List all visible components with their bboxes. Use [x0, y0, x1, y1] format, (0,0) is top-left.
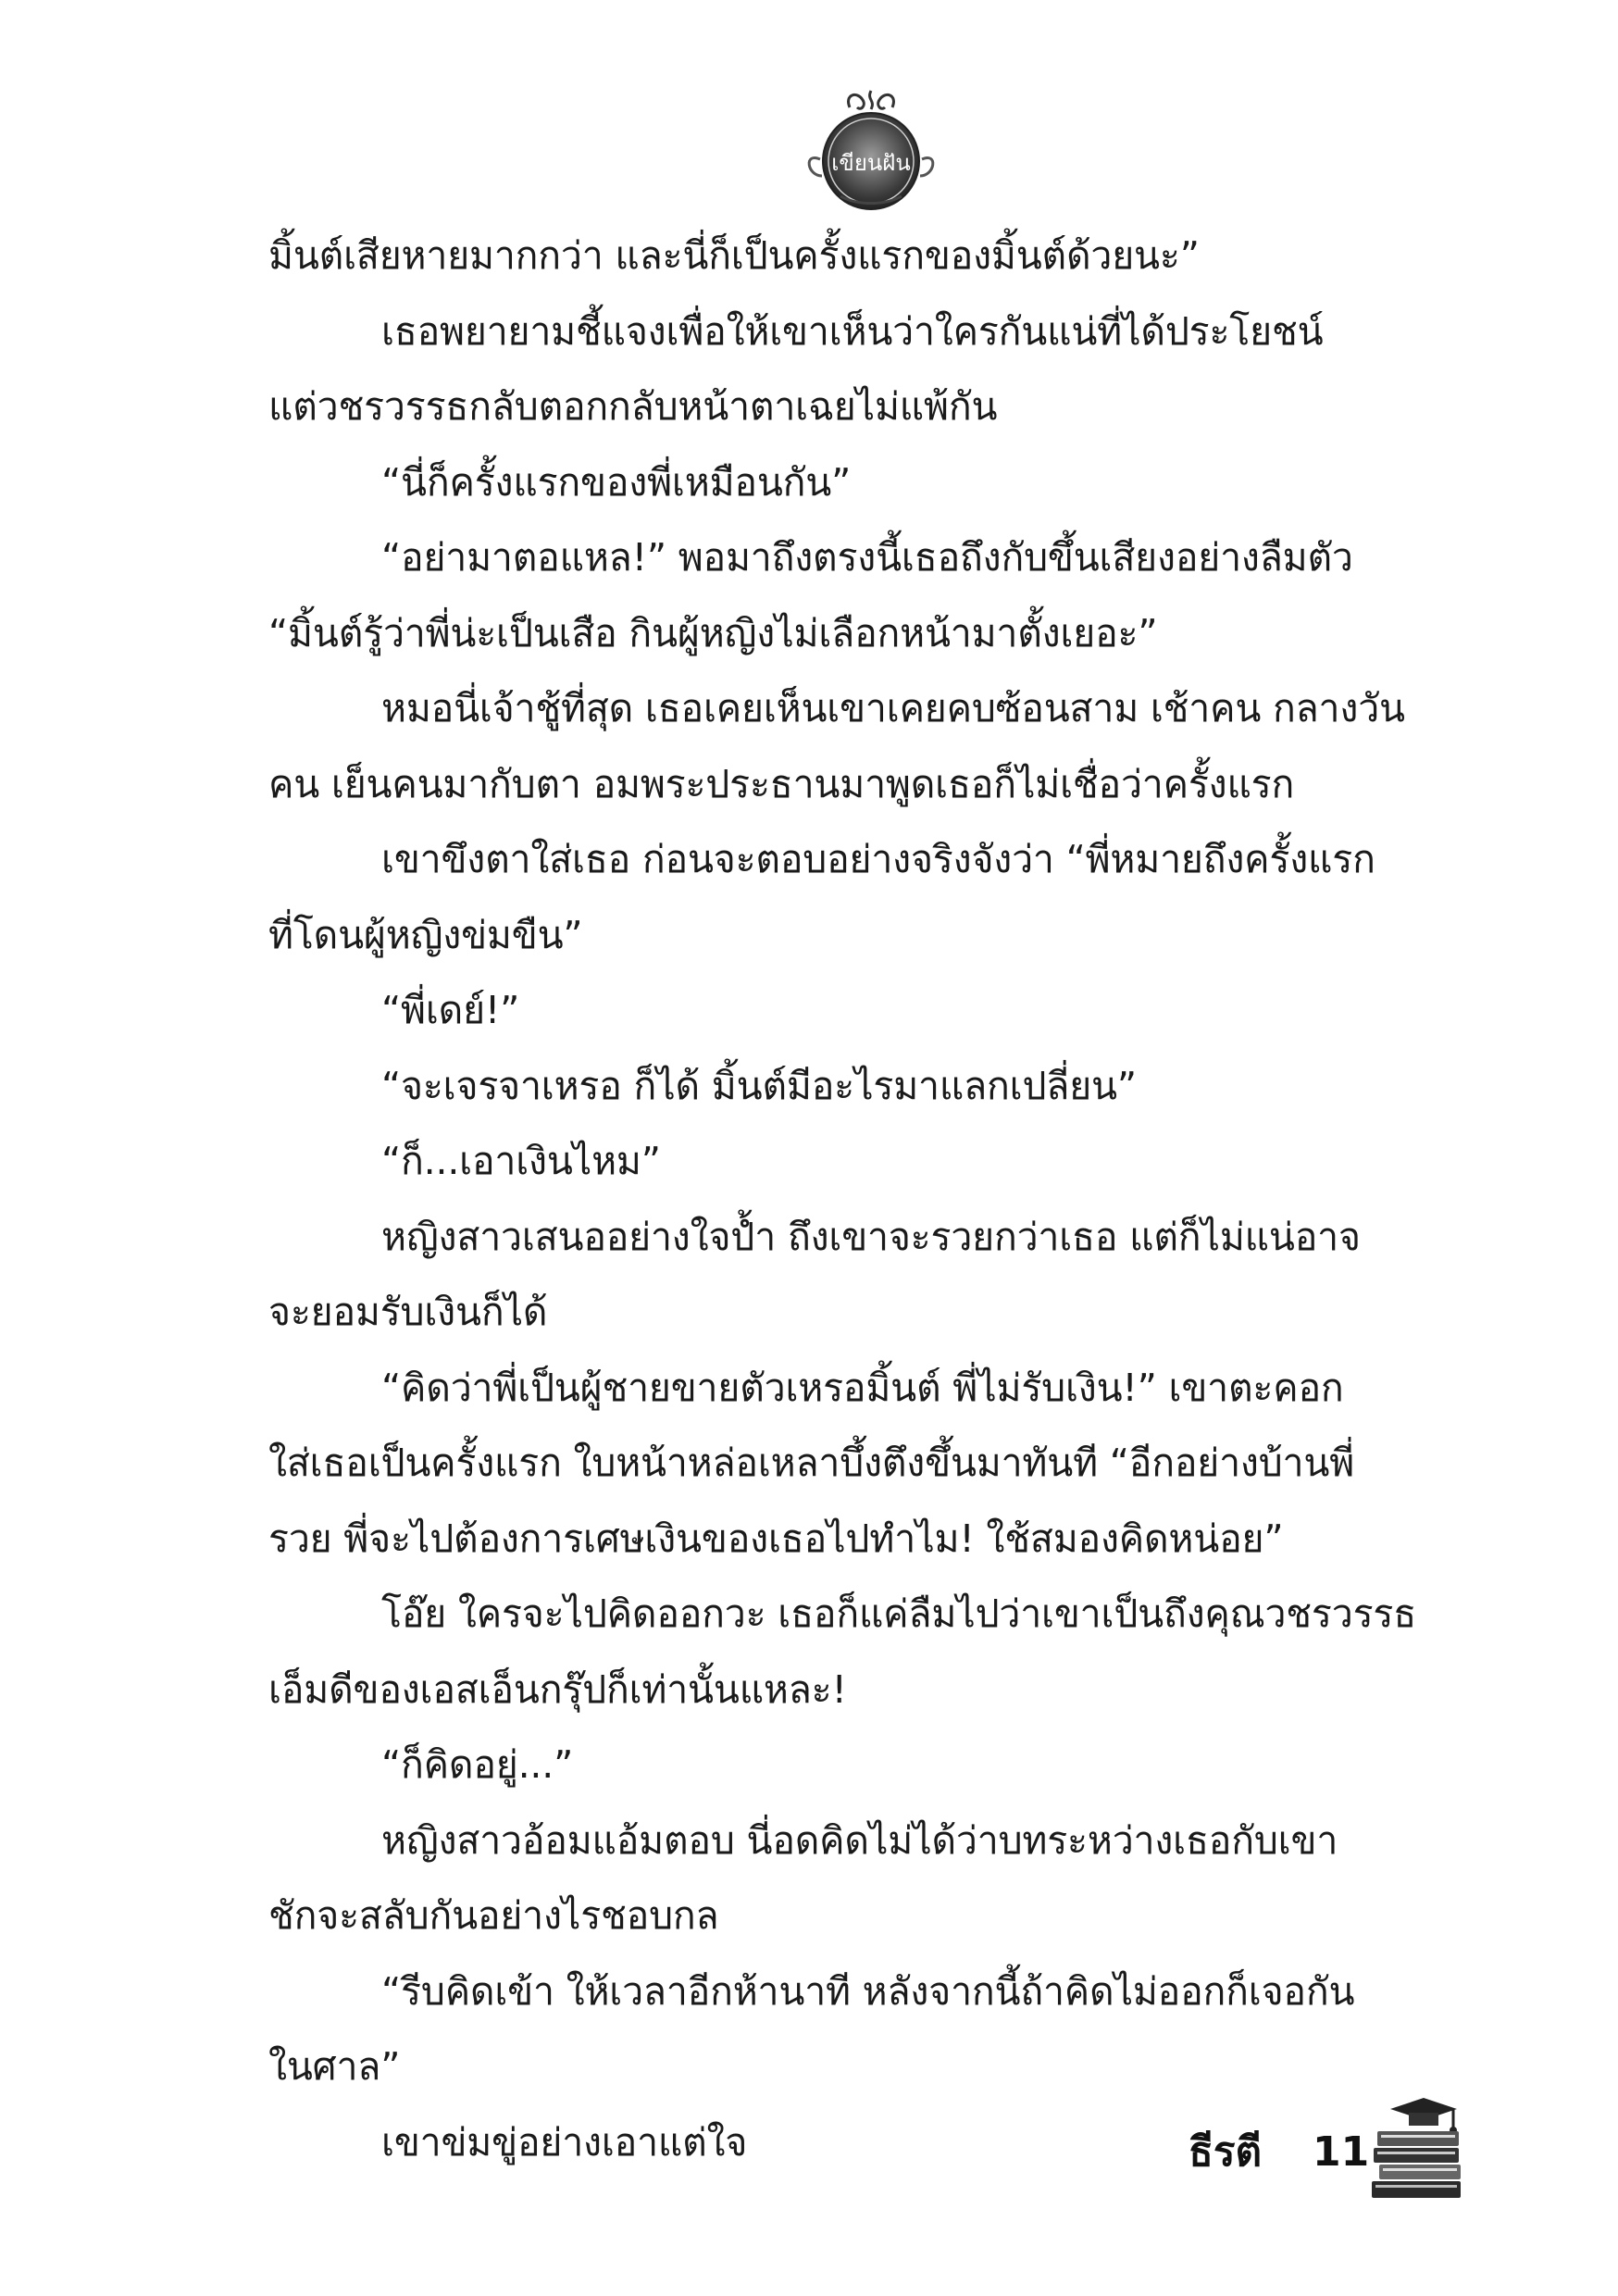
text-line: มิ้นต์เสียหายมากกว่า และนี่ก็เป็นครั้งแรกของมิ้นต์ด้วยนะ” [268, 233, 1200, 278]
books-stack-icon [1372, 2096, 1464, 2200]
text-line: จะยอมรับเงินก็ได้ [268, 1290, 548, 1334]
text-line: “พี่เดย์!” [381, 988, 520, 1032]
page-footer [1157, 2092, 1472, 2203]
story-body [268, 218, 1462, 2180]
text-line: “คิดว่าพี่เป็นผู้ชายขายตัวเหรอมิ้นต์ พี่ไม่รับเงิน!” เขาตะคอก [381, 1365, 1344, 1410]
text-line: “ก็...เอาเงินไหม” [381, 1139, 661, 1183]
text-line: ใส่เธอเป็นครั้งแรก ใบหน้าหล่อเหลาบึ้งตึงขึ้นมาทันที “อีกอย่างบ้านพี่ [268, 1441, 1355, 1485]
text-line: ในศาล” [268, 2044, 401, 2089]
text-line: เธอพยายามชี้แจงเพื่อให้เขาเห็นว่าใครกันแน่ที่ได้ประโยชน์ [381, 308, 1324, 354]
text-line: หญิงสาวเสนออย่างใจป้ำ ถึงเขาจะรวยกว่าเธอ แต่ก็ไม่แน่อาจ [381, 1214, 1361, 1259]
text-line: เอ็มดีของเอสเอ็นกรุ๊ปก็เท่านั้นแหละ! [268, 1666, 847, 1712]
text-line: “ก็คิดอยู่...” [381, 1742, 574, 1787]
text-line: เขาข่มขู่อย่างเอาแต่ใจ [381, 2119, 748, 2165]
text-line: ชักจะสลับกันอย่างไรชอบกล [268, 1893, 719, 1938]
text-line: หมอนี่เจ้าชู้ที่สุด เธอเคยเห็นเขาเคยคบซ้อนสาม เช้าคน กลางวัน [381, 686, 1405, 730]
text-line: หญิงสาวอ้อมแอ้มตอบ นี่อดคิดไม่ได้ว่าบทระหว่างเธอกับเขา [381, 1817, 1338, 1863]
text-line: “นี่ก็ครั้งแรกของพี่เหมือนกัน” [381, 459, 852, 505]
logo-text: เขียนฝัน [831, 150, 911, 176]
text-line: “มิ้นต์รู้ว่าพี่น่ะเป็นเสือ กินผู้หญิงไม่เลือกหน้ามาตั้งเยอะ” [268, 610, 1158, 655]
text-line: คน เย็นคนมากับตา อมพระประธานมาพูดเธอก็ไม่เชื่อว่าครั้งแรก [268, 761, 1295, 806]
text-line: “รีบคิดเข้า ให้เวลาอีกห้านาที หลังจากนี้ถ้าคิดไม่ออกก็เจอกัน [381, 1968, 1355, 2014]
text-line: “อย่ามาตอแหล!” พอมาถึงตรงนี้เธอถึงกับขึ้นเสียงอย่างลืมตัว [381, 535, 1353, 580]
text-line: รวย พี่จะไปต้องการเศษเงินของเธอไปทำไม! ใช้สมองคิดหน่อย” [268, 1516, 1284, 1561]
text-line: แต่วชรวรรธกลับตอกกลับหน้าตาเฉยไม่แพ้กัน [268, 384, 998, 429]
text-line: เขาขึงตาใส่เธอ ก่อนจะตอบอย่างจริงจังว่า “พี่หมายถึงครั้งแรก [381, 837, 1375, 881]
author-name: ธีรตี [1189, 2128, 1263, 2176]
text-line: โอ๊ย ใครจะไปคิดออกวะ เธอก็แค่ลืมไปว่าเขาเป็นถึงคุณวชรวรรธ [381, 1591, 1417, 1636]
crest-emblem-icon [802, 87, 940, 217]
text-line: ที่โดนผู้หญิงข่มขืน” [268, 912, 583, 957]
text-line: “จะเจรจาเหรอ ก็ได้ มิ้นต์มีอะไรมาแลกเปลี่ยน” [381, 1063, 1137, 1108]
page-number: 11 [1313, 2128, 1370, 2176]
